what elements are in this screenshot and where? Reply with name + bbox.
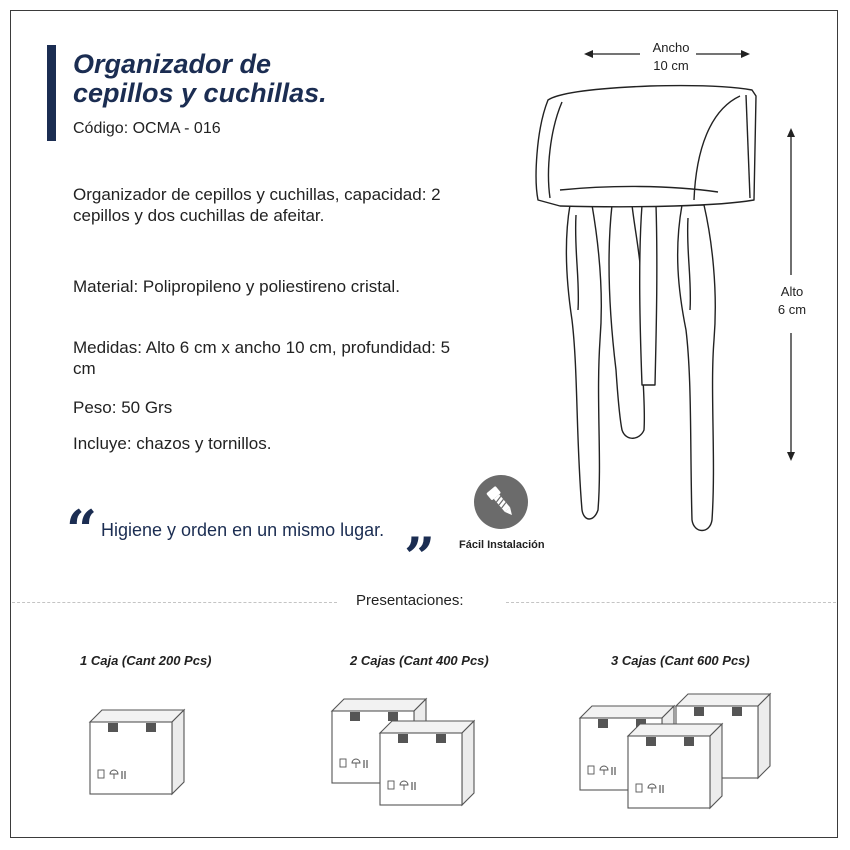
- three-boxes-illustration: [578, 692, 778, 812]
- quote-open-icon: “: [66, 498, 98, 562]
- quote-close-icon: ”: [404, 525, 436, 589]
- product-weight: Peso: 50 Grs: [73, 398, 173, 417]
- two-boxes-illustration: [330, 697, 475, 807]
- width-value: 10 cm: [653, 58, 689, 73]
- presentation-label-2: 2 Cajas (Cant 400 Pcs): [350, 653, 489, 668]
- presentations-title: Presentaciones:: [356, 592, 464, 609]
- product-includes: Incluye: chazos y tornillos.: [73, 434, 272, 453]
- height-dimension-label: [762, 283, 822, 319]
- product-measures: Medidas: Alto 6 cm x ancho 10 cm, profundidad: 5 cm: [73, 338, 451, 378]
- install-label: Fácil Instalación: [459, 539, 545, 551]
- presentations-divider-left: [12, 602, 337, 603]
- slogan: Higiene y orden en un mismo lugar.: [101, 520, 385, 540]
- presentations-divider-right: [506, 602, 836, 603]
- width-label: Ancho: [652, 40, 690, 55]
- product-description: Organizador de cepillos y cuchillas, capacidad: 2 cepillos y dos cuchillas de afeitar.: [73, 185, 441, 225]
- presentation-label-1: 1 Caja (Cant 200 Pcs): [80, 653, 212, 668]
- title-accent-bar: [47, 45, 56, 141]
- one-box-illustration: [88, 708, 198, 798]
- product-illustration: [520, 40, 765, 540]
- page-title: [73, 50, 403, 108]
- title-line-2: cepillos y cuchillas.: [73, 78, 327, 108]
- title-line-1: Organizador de: [73, 49, 272, 79]
- product-code: Código: OCMA - 016: [73, 120, 221, 137]
- height-label: Alto: [780, 284, 804, 299]
- presentation-label-3: 3 Cajas (Cant 600 Pcs): [611, 653, 750, 668]
- product-material: Material: Polipropileno y poliestireno cristal.: [73, 277, 400, 296]
- height-value: 6 cm: [777, 302, 807, 317]
